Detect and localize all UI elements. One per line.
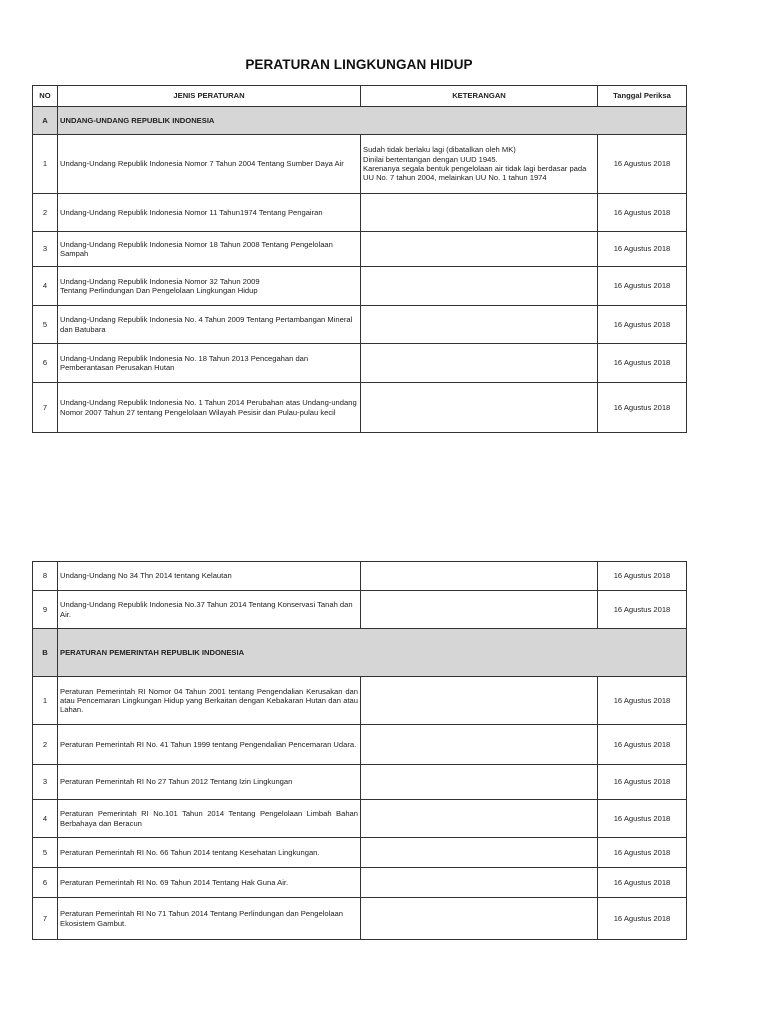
row-keterangan (361, 868, 598, 898)
row-tanggal: 16 Agustus 2018 (598, 800, 687, 838)
table-row (33, 194, 687, 232)
row-tanggal: 16 Agustus 2018 (598, 838, 687, 868)
table-row (33, 344, 687, 383)
row-tanggal: 16 Agustus 2018 (598, 135, 687, 194)
row-keterangan (361, 383, 598, 433)
row-jenis: Peraturan Pemerintah RI No. 41 Tahun 1999 tentang Pengendalian Pencemaran Udara. (58, 725, 361, 765)
row-keterangan (361, 562, 598, 591)
row-no: 2 (33, 194, 58, 232)
row-keterangan (361, 232, 598, 267)
row-tanggal: 16 Agustus 2018 (598, 591, 687, 629)
row-no: 1 (33, 677, 58, 725)
row-jenis: Undang-Undang No 34 Thn 2014 tentang Kelautan (58, 562, 361, 591)
section-label: PERATURAN PEMERINTAH REPUBLIK INDONESIA (58, 629, 687, 677)
row-jenis: Undang-Undang Republik Indonesia No. 18 Tahun 2013 Pencegahan dan Pemberantasan Perusakan Hutan (58, 344, 361, 383)
row-keterangan (361, 898, 598, 940)
row-jenis: Undang-Undang Republik Indonesia Nomor 11 Tahun1974 Tentang Pengairan (58, 194, 361, 232)
row-no: 4 (33, 267, 58, 306)
row-tanggal: 16 Agustus 2018 (598, 725, 687, 765)
row-tanggal: 16 Agustus 2018 (598, 898, 687, 940)
section-row-a (33, 107, 687, 135)
table-row (33, 232, 687, 267)
table-row (33, 765, 687, 800)
row-no: 4 (33, 800, 58, 838)
row-no: 6 (33, 868, 58, 898)
row-tanggal: 16 Agustus 2018 (598, 765, 687, 800)
table-row (33, 725, 687, 765)
row-tanggal: 16 Agustus 2018 (598, 868, 687, 898)
row-no: 7 (33, 383, 58, 433)
row-jenis: Undang-Undang Republik Indonesia Nomor 32 Tahun 2009 Tentang Perlindungan Dan Pengelolaan Lingkungan Hidup (58, 267, 361, 306)
row-jenis: Peraturan Pemerintah RI No. 66 Tahun 2014 tentang Kesehatan Lingkungan. (58, 838, 361, 868)
section-label: UNDANG-UNDANG REPUBLIK INDONESIA (58, 107, 687, 135)
row-keterangan (361, 344, 598, 383)
row-jenis: Undang-Undang Republik Indonesia Nomor 18 Tahun 2008 Tentang Pengelolaan Sampah (58, 232, 361, 267)
page-title: PERATURAN LINGKUNGAN HIDUP (245, 57, 473, 72)
section-code: B (33, 629, 58, 677)
section-row-b (33, 629, 687, 677)
header-tanggal: Tanggal Periksa (598, 86, 687, 107)
table-row (33, 838, 687, 868)
row-tanggal: 16 Agustus 2018 (598, 267, 687, 306)
row-keterangan (361, 591, 598, 629)
row-keterangan: Sudah tidak berlaku lagi (dibatalkan oleh MK) Dinilai bertentangan dengan UUD 1945. Karenanya segala bentuk pengelolaan air tidak lagi berdasar pada UU No. 7 tahun 2004, melainkan UU No. 1 tahun 1974 (361, 135, 598, 194)
row-no: 9 (33, 591, 58, 629)
section-code: A (33, 107, 58, 135)
table-row (33, 591, 687, 629)
table-row (33, 383, 687, 433)
row-keterangan (361, 800, 598, 838)
table-row (33, 562, 687, 591)
row-no: 6 (33, 344, 58, 383)
table-row (33, 267, 687, 306)
row-jenis: Peraturan Pemerintah RI No. 69 Tahun 2014 Tentang Hak Guna Air. (58, 868, 361, 898)
row-keterangan (361, 677, 598, 725)
row-no: 3 (33, 232, 58, 267)
header-no: NO (33, 86, 58, 107)
row-jenis: Undang-Undang Republik Indonesia No. 1 Tahun 2014 Perubahan atas Undang-undang Nomor 2007 Tahun 27 tentang Pengelolaan Wilayah Pesisir dan Pulau-pulau kecil (58, 383, 361, 433)
row-tanggal: 16 Agustus 2018 (598, 306, 687, 344)
row-no: 5 (33, 306, 58, 344)
row-no: 5 (33, 838, 58, 868)
row-keterangan (361, 194, 598, 232)
row-tanggal: 16 Agustus 2018 (598, 232, 687, 267)
row-tanggal: 16 Agustus 2018 (598, 383, 687, 433)
row-keterangan (361, 838, 598, 868)
row-tanggal: 16 Agustus 2018 (598, 677, 687, 725)
row-no: 1 (33, 135, 58, 194)
row-no: 8 (33, 562, 58, 591)
table-row (33, 677, 687, 725)
row-jenis: Undang-Undang Republik Indonesia No.37 Tahun 2014 Tentang Konservasi Tanah dan Air. (58, 591, 361, 629)
table-row (33, 800, 687, 838)
table-row (33, 868, 687, 898)
row-jenis: Undang-Undang Republik Indonesia No. 4 Tahun 2009 Tentang Pertambangan Mineral dan Batubara (58, 306, 361, 344)
table-row (33, 306, 687, 344)
row-jenis: Peraturan Pemerintah RI No 71 Tahun 2014 Tentang Perlindungan dan Pengelolaan Ekosistem Gambut. (58, 898, 361, 940)
row-jenis: Undang-Undang Republik Indonesia Nomor 7 Tahun 2004 Tentang Sumber Daya Air (58, 135, 361, 194)
row-keterangan (361, 765, 598, 800)
header-row (33, 86, 687, 107)
row-no: 3 (33, 765, 58, 800)
row-tanggal: 16 Agustus 2018 (598, 194, 687, 232)
row-no: 7 (33, 898, 58, 940)
header-keterangan: KETERANGAN (361, 86, 598, 107)
row-tanggal: 16 Agustus 2018 (598, 562, 687, 591)
row-jenis: Peraturan Pemerintah RI No.101 Tahun 2014 Tentang Pengelolaan Limbah Bahan Berbahaya dan Beracun (58, 800, 361, 838)
row-jenis: Peraturan Pemerintah RI No 27 Tahun 2012 Tentang Izin Lingkungan (58, 765, 361, 800)
row-keterangan (361, 725, 598, 765)
row-tanggal: 16 Agustus 2018 (598, 344, 687, 383)
row-keterangan (361, 306, 598, 344)
table-row (33, 135, 687, 194)
regulation-table-1 (32, 85, 687, 433)
row-keterangan (361, 267, 598, 306)
table-row (33, 898, 687, 940)
header-jenis: JENIS PERATURAN (58, 86, 361, 107)
row-jenis: Peraturan Pemerintah RI Nomor 04 Tahun 2001 tentang Pengendalian Kerusakan dan atau Pencemaran Lingkungan Hidup yang Berkaitan dengan Kebakaran Hutan dan atau Lahan. (58, 677, 361, 725)
row-no: 2 (33, 725, 58, 765)
regulation-table-2 (32, 561, 687, 940)
